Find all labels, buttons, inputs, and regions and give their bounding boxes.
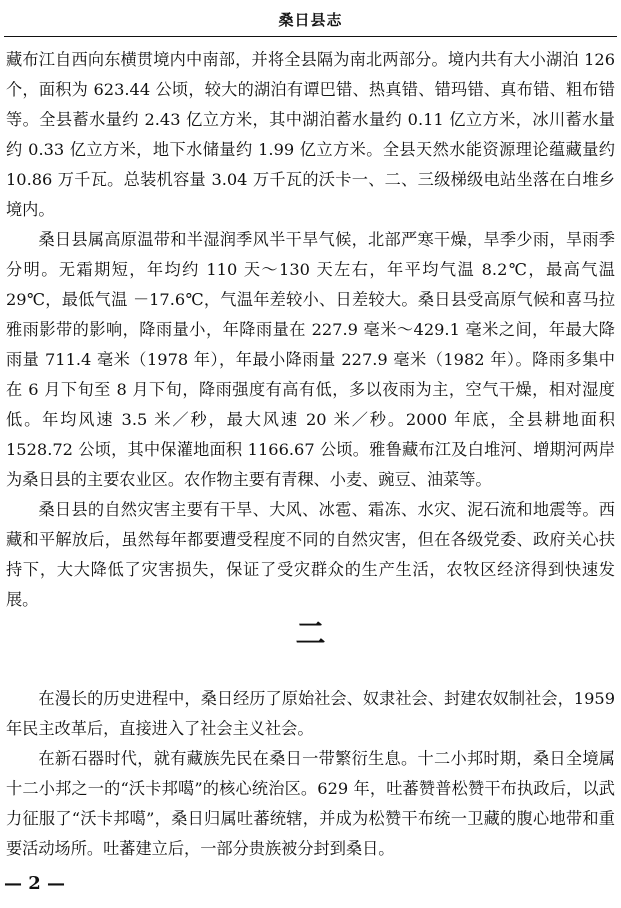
section-heading: 二 bbox=[295, 617, 326, 652]
paragraph-history: 在漫长的历史进程中，桑日经历了原始社会、奴隶社会、封建农奴制社会，1959 年民主改革后，直接进入了社会主义社会。 bbox=[6, 689, 615, 738]
header-title: 桑日县志 bbox=[278, 11, 343, 29]
header-rule bbox=[4, 36, 617, 37]
running-header bbox=[4, 0, 617, 40]
paragraph-hydrology: 藏布江自西向东横贯境内中南部，并将全县隔为南北两部分。境内共有大小湖泊 126 个，面积为 623.44 公顷，较大的湖泊有谭巴错、热真错、错玛错、真布错、粗布错等。全县蓄水量约 2.43 亿立方米，其中湖泊蓄水量约 0.11 亿立方米，冰川蓄水量约 0.33 亿立方米，地下水储量约 1.99 亿立方米。全县天然水能资源理论蕴藏量约 10.86 万千瓦。总装机容量 3.04 万千瓦的沃卡一、二、三级梯级电站坐落在白堆乡境内。 bbox=[6, 50, 615, 219]
paragraph-climate: 桑日县属高原温带和半湿润季风半干旱气候，北部严寒干燥，旱季少雨，旱雨季分明。无霜期短，年均约 110 天～130 天左右，年平均气温 8.2℃，最高气温 29℃，最低气温 －17.6℃，气温年差较小、日差较大。桑日县受高原气候和喜马拉雅雨影带的影响，降雨量小，年降雨量在 227.9 毫米～429.1 毫米之间，年最大降雨量 711.4 毫米（1978 年），年最小降雨量 227.9 毫米（1982 年）。降雨多集中在 6 月下旬至 8 月下旬，降雨强度有高有低，多以夜雨为主，空气干燥，相对湿度低。年均风速 3.5 米／秒，最大风速 20 米／秒。2000 年底，全县耕地面积 1528.72 公顷，其中保灌地面积 1166.67 公顷。雅鲁藏布江及白堆河、增期河两岸为桑日县的主要农业区。农作物主要有青稞、小麦、豌豆、油菜等。 bbox=[6, 230, 615, 489]
paragraph-disasters: 桑日县的自然灾害主要有干旱、大风、冰雹、霜冻、水灾、泥石流和地震等。西藏和平解放后，虽然每年都要遭受程度不同的自然灾害，但在各级党委、政府关心扶持下，大大降低了灾害损失，保证了受灾群众的生产生活，农牧区经济得到快速发展。 bbox=[6, 500, 615, 609]
section-two-body bbox=[6, 684, 615, 864]
section-one-body bbox=[6, 45, 615, 615]
page-number: — 2 — bbox=[4, 873, 66, 894]
paragraph-tubo: 在新石器时代，就有藏族先民在桑日一带繁衍生息。十二小邦时期，桑日全境属十二小邦之一的“沃卡邦噶”的核心统治区。629 年，吐蕃赞普松赞干布执政后，以武力征服了“沃卡邦噶”，桑日归属吐蕃统辖，并成为松赞干布统一卫藏的腹心地带和重要活动场所。吐蕃建立后，一部分贵族被分封到桑日。 bbox=[6, 749, 615, 858]
